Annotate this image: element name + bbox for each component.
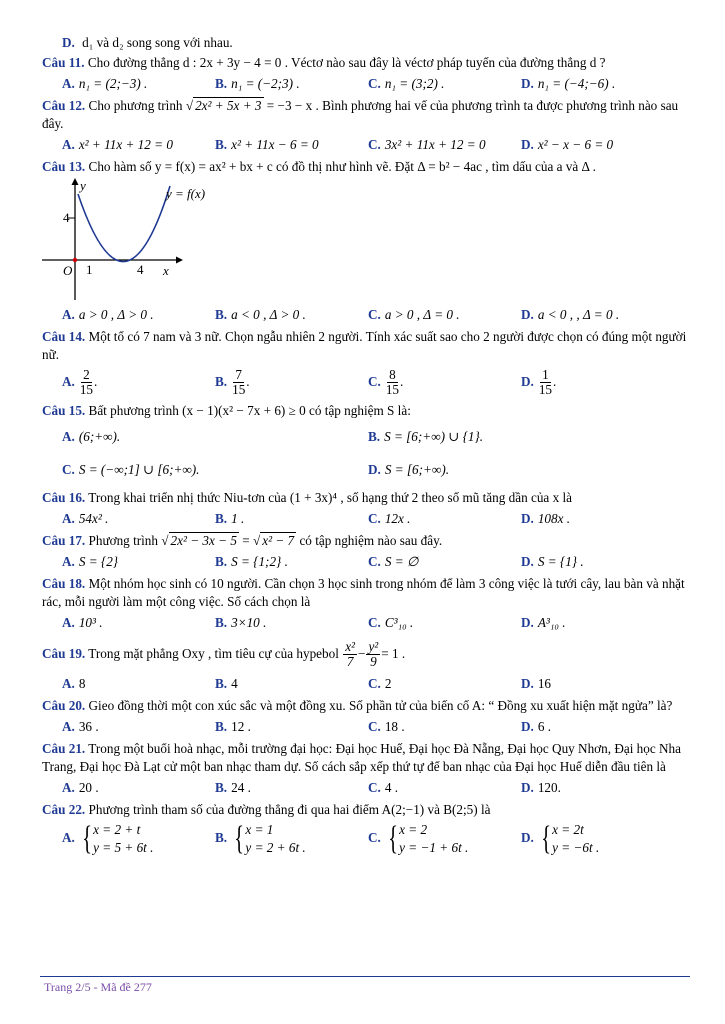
option-c[interactable] (348, 509, 501, 529)
minus-sign: − (358, 646, 366, 661)
option-label: D. (521, 137, 534, 152)
option-d[interactable] (501, 509, 654, 529)
option-text: a < 0 , , Δ = 0 . (537, 307, 620, 322)
equation-system (79, 821, 154, 857)
sqrt-sign: √ (161, 533, 169, 548)
option-label: A. (62, 137, 75, 152)
option-a[interactable] (42, 674, 195, 694)
question-text-before: Phương trình (88, 533, 158, 548)
option-label: B. (215, 307, 228, 322)
option-label: C. (62, 462, 75, 477)
y-axis-arrow (72, 178, 79, 185)
option-c[interactable] (348, 674, 501, 694)
equation-row: y = 2 + 6t . (245, 840, 306, 855)
option-label: D. (521, 554, 534, 569)
question-text: Phương trình tham số của đường thẳng đi qua hai điểm A(2;−1) và B(2;5) là (88, 802, 491, 817)
question-text: Trong khai triển nhị thức Niu-tơn của (1 + 3x)⁴ , số hạng thứ 2 theo số mũ tăng dần của x là (88, 490, 572, 505)
option-label: A. (62, 830, 75, 846)
options-19 (42, 674, 690, 694)
question-12 (42, 97, 690, 133)
option-a[interactable] (42, 74, 195, 94)
option-a[interactable] (42, 552, 195, 572)
radicand-right: x² − 7 (262, 533, 295, 548)
left-brace: { (388, 820, 398, 857)
numerator: 7 (235, 367, 242, 383)
question-16 (42, 489, 690, 507)
numerator: y² (368, 639, 379, 655)
option-d[interactable] (501, 821, 654, 857)
equation-system (231, 821, 306, 857)
option-label: D. (521, 374, 534, 389)
option-d[interactable] (501, 135, 654, 155)
question-number: Câu 21. (42, 741, 86, 756)
options-20 (42, 717, 690, 737)
option-text: 54x² . (78, 511, 109, 526)
option-text: 16 (537, 676, 552, 691)
option-text: A³₁₀ . (537, 615, 566, 630)
y-axis-label: y (80, 178, 86, 193)
equation-system (385, 821, 469, 857)
question-number: Câu 16. (42, 490, 86, 505)
equation-row: x = 1 (245, 822, 274, 837)
option-label: A. (62, 719, 75, 734)
x-tick-4: 4 (137, 262, 144, 277)
option-text: x² + 11x − 6 = 0 (231, 137, 319, 152)
equation-row: y = 5 + 6t . (93, 840, 154, 855)
question-text: Bất phương trình (x − 1)(x² − 7x + 6) ≥ 0 có tập nghiệm S là: (88, 403, 411, 418)
equation-row: y = −6t . (552, 840, 600, 855)
option-c[interactable] (42, 455, 348, 485)
footer-divider (40, 976, 690, 977)
option-label: B. (215, 780, 228, 795)
options-22 (42, 821, 690, 857)
option-label: C. (368, 554, 381, 569)
option-b[interactable] (195, 135, 348, 155)
numerator: x² (345, 639, 356, 655)
option-label: C. (368, 830, 381, 846)
option-text: n₁ = (−4;−6) . (537, 76, 616, 91)
question-number: Câu 11. (42, 55, 85, 70)
option-label: C. (368, 307, 381, 322)
equation-row: x = 2 (399, 822, 428, 837)
option-label: A. (62, 374, 75, 389)
option-label: B. (215, 615, 228, 630)
option-text: x² + 11x + 12 = 0 (78, 137, 173, 152)
option-text: a > 0 , Δ = 0 . (384, 307, 460, 322)
equation-system (538, 821, 599, 857)
question-14 (42, 328, 690, 364)
option-text: n₁ = (−2;3) . (231, 76, 300, 91)
fraction (386, 368, 399, 397)
y-tick-4: 4 (63, 210, 70, 225)
option-text: S = {2} (78, 554, 119, 569)
options-14 (42, 366, 690, 398)
option-a[interactable] (42, 135, 195, 155)
question-number: Câu 20. (42, 698, 86, 713)
option-text: 4 (231, 676, 238, 691)
option-text: 10³ . (78, 615, 103, 630)
denominator: 7 (346, 654, 354, 670)
option-c[interactable] (348, 552, 501, 572)
question-text: Gieo đồng thời một con xúc sắc và một đồng xu. Số phần tử của biến cố A: “ Đồng xu xuất hiện mặt ngửa” là? (88, 698, 673, 713)
option-b[interactable] (195, 778, 348, 798)
equals-sign: = (242, 533, 250, 548)
options-11 (42, 74, 690, 94)
question-13 (42, 158, 690, 176)
option-text: S = [6;+∞). (384, 462, 450, 477)
option-label: D. (521, 780, 534, 795)
option-text: x² − x − 6 = 0 (537, 137, 614, 152)
option-label: D. (521, 76, 534, 91)
options-21 (42, 778, 690, 798)
option-c[interactable] (348, 778, 501, 798)
option-text: 2 (384, 676, 392, 691)
fraction (539, 368, 552, 397)
question-text-after: có tập nghiệm nào sau đây. (299, 533, 443, 548)
denominator: 9 (370, 654, 377, 670)
question-number: Câu 17. (42, 533, 86, 548)
option-label: A. (62, 615, 75, 630)
option-label: B. (215, 374, 228, 389)
origin-point (73, 258, 77, 262)
question-21 (42, 740, 690, 776)
option-label: B. (215, 554, 228, 569)
question-15 (42, 402, 690, 420)
denominator: 15 (538, 382, 553, 398)
option-d[interactable] (501, 305, 654, 325)
option-text: 12 . (231, 719, 251, 734)
fx-label: y = f(x) (166, 186, 206, 201)
option-c[interactable]: C. $\frac{8}{15}$ . (368, 367, 404, 398)
option-text: S = (−∞;1] ∪ [6;+∞). (78, 462, 200, 477)
option-label: D. (521, 511, 534, 526)
option-text: 18 . (384, 719, 405, 734)
question-text: Một tổ có 7 nam và 3 nữ. Chọn ngẫu nhiên 2 người. Tính xác suất sao cho 2 người được chọn có đúng một người nữ. (42, 329, 687, 362)
option-label: C. (368, 676, 381, 691)
question-text: Cho hàm số y = f(x) = ax² + bx + c có đồ thị như hình vẽ. Đặt Δ = b² − 4ac , tìm dấu của a và Δ . (88, 159, 596, 174)
option-label: C. (368, 615, 381, 630)
question-text: Trong một buổi hoà nhạc, mỗi trường đại học: Đại học Huế, Đại học Đà Nẵng, Đại học Quy Nhơn, Đại học Nha Trang, Đại học Đà Lạt cử một ban nhạc tham dự. Số cách sắp xếp thứ tự để ban nhạc của Đại học Huế diễn đầu tiên là (42, 741, 681, 774)
option-label: D. (62, 35, 75, 50)
question-number: Câu 14. (42, 329, 86, 344)
option-label: A. (62, 554, 75, 569)
option-label: B. (215, 830, 228, 846)
option-b[interactable] (195, 674, 348, 694)
question-text-before: Cho phương trình (88, 98, 183, 113)
origin-label: O (63, 263, 73, 278)
option-a[interactable] (42, 717, 195, 737)
question-22 (42, 801, 690, 819)
option-b[interactable] (195, 613, 348, 633)
denominator: 15 (385, 382, 400, 398)
option-d[interactable] (501, 613, 654, 633)
option-d[interactable] (501, 674, 654, 694)
options-15-row2 (42, 455, 690, 485)
option-text: 120. (537, 780, 561, 795)
option-b[interactable]: B. $\frac{7}{15}$ . (215, 367, 250, 398)
option-label: C. (368, 511, 381, 526)
option-b[interactable] (195, 552, 348, 572)
option-b[interactable] (195, 821, 348, 857)
option-text: C³₁₀ . (384, 615, 414, 630)
numerator: 2 (83, 367, 90, 383)
option-text: S = {1} . (537, 554, 584, 569)
option-text: 3×10 . (231, 615, 267, 630)
x-axis-arrow (176, 257, 183, 264)
sqrt-sign: √ (185, 98, 194, 113)
options-15-row1 (42, 422, 690, 452)
option-label: A. (62, 76, 75, 91)
option-label: A. (62, 676, 75, 691)
option-text: S = ∅ (384, 554, 419, 569)
option-label: D. (521, 615, 534, 630)
option-label: A. (62, 780, 75, 795)
options-18 (42, 613, 690, 633)
option-b[interactable] (195, 305, 348, 325)
question-11 (42, 54, 690, 72)
left-brace: { (82, 820, 92, 857)
option-label: D. (521, 676, 534, 691)
option-c[interactable] (348, 74, 501, 94)
option-text: (6;+∞). (78, 429, 121, 444)
option-text: 24 . (231, 780, 251, 795)
question-text-before: Trong mặt phẳng Oxy , tìm tiêu cự của hypebol (88, 646, 339, 661)
fraction-y (366, 640, 380, 669)
option-text: 8 (78, 676, 86, 691)
options-12 (42, 135, 690, 155)
option-text: 1 . (231, 511, 245, 526)
question-number: Câu 22. (42, 802, 86, 817)
option-a[interactable] (42, 305, 195, 325)
option-label: D. (521, 719, 534, 734)
option-c[interactable] (348, 305, 501, 325)
exam-page (42, 34, 690, 860)
option-text: 36 . (78, 719, 99, 734)
option-a[interactable] (42, 613, 195, 633)
question-number: Câu 15. (42, 403, 86, 418)
equation-row: y = −1 + 6t . (399, 840, 469, 855)
option-text: n₁ = (2;−3) . (78, 76, 148, 91)
option-text: 20 . (78, 780, 99, 795)
option-label: C. (368, 719, 381, 734)
option-d[interactable] (501, 778, 654, 798)
option-label: A. (62, 429, 75, 444)
radicand-left: 2x² − 3x − 5 (170, 533, 237, 548)
options-16 (42, 509, 690, 529)
option-a[interactable]: A. $\frac{2}{15}$ . (62, 367, 98, 398)
option-b[interactable] (195, 509, 348, 529)
question-17 (42, 532, 690, 550)
option-a[interactable] (42, 422, 348, 452)
left-brace: { (234, 820, 245, 857)
x-tick-1: 1 (86, 262, 93, 277)
option-a[interactable] (42, 821, 195, 857)
option-label: B. (215, 511, 228, 526)
option-text: S = {1;2} . (231, 554, 288, 569)
option-label: B. (215, 76, 228, 91)
option-label: B. (215, 137, 228, 152)
option-text: 12x . (384, 511, 411, 526)
option-text: 108x . (537, 511, 571, 526)
fraction (232, 368, 245, 397)
option-label: C. (368, 76, 381, 91)
radicand: 2x² + 5x + 3 (195, 98, 262, 113)
option-label: D. (521, 307, 534, 322)
fraction (80, 368, 93, 397)
parabola-graph (42, 178, 242, 304)
question-20 (42, 697, 690, 715)
option-label: A. (62, 307, 75, 322)
option-text: n₁ = (3;2) . (384, 76, 445, 91)
option-text: 4 . (384, 780, 399, 795)
option-c[interactable] (348, 717, 501, 737)
option-b[interactable] (195, 74, 348, 94)
option-text: 3x² + 11x + 12 = 0 (384, 137, 486, 152)
fraction-x (343, 640, 357, 669)
option-text: S = [6;+∞) ∪ {1}. (384, 429, 484, 444)
option-a[interactable] (42, 509, 195, 529)
equation-row: x = 2 + t (93, 822, 141, 837)
parabola-curve (78, 186, 170, 262)
question-19 (42, 636, 690, 672)
option-label: C. (368, 780, 381, 795)
option-a[interactable] (42, 778, 195, 798)
option-label: C. (368, 137, 381, 152)
option-text: 6 . (537, 719, 552, 734)
question-text-after: = −3 − x . Bình phương hai vế của phương trình ta được phương trình nào sau đây. (42, 98, 679, 131)
question-number: Câu 18. (42, 576, 86, 591)
left-brace: { (541, 820, 551, 857)
question-text: Cho đường thẳng d : 2x + 3y − 4 = 0 . Véctơ nào sau đây là véctơ pháp tuyến của đường thẳng d ? (87, 55, 606, 70)
option-c[interactable] (348, 135, 501, 155)
option-d[interactable] (501, 552, 654, 572)
option-label: D. (521, 830, 534, 846)
option-text: d₁ và d₂ song song với nhau. (82, 35, 233, 50)
option-d[interactable] (348, 455, 654, 485)
option-b[interactable] (195, 717, 348, 737)
options-17 (42, 552, 690, 572)
top-option (42, 34, 690, 52)
option-text: a < 0 , Δ > 0 . (231, 307, 306, 322)
question-18 (42, 575, 690, 611)
question-number: Câu 12. (42, 98, 86, 113)
option-label: B. (368, 429, 381, 444)
question-number: Câu 13. (42, 159, 86, 174)
option-label: C. (368, 374, 381, 389)
option-d[interactable]: D. $\frac{1}{15}$ . (521, 367, 557, 398)
option-b[interactable] (348, 422, 654, 452)
question-number: Câu 19. (42, 646, 86, 661)
option-label: B. (215, 676, 228, 691)
x-axis-label: x (163, 263, 169, 278)
option-d[interactable] (501, 74, 654, 94)
denominator: 15 (79, 382, 94, 398)
option-c[interactable] (348, 821, 501, 857)
equation-row: x = 2t (552, 822, 584, 837)
option-label: B. (215, 719, 228, 734)
option-label: A. (62, 511, 75, 526)
page-footer: Trang 2/5 - Mã đề 277 (44, 980, 152, 994)
options-13 (42, 305, 690, 325)
numerator: 8 (389, 367, 396, 383)
sqrt-sign: √ (253, 533, 261, 548)
option-text: a > 0 , Δ > 0 . (78, 307, 154, 322)
numerator: 1 (542, 367, 549, 383)
denominator: 15 (232, 382, 246, 398)
option-c[interactable] (348, 613, 501, 633)
option-label: D. (368, 462, 381, 477)
option-d[interactable] (501, 717, 654, 737)
question-text: Một nhóm học sinh có 10 người. Cần chọn 3 học sinh trong nhóm để làm 3 công việc là tưới cây, lau bàn và nhặt rác, mỗi người làm một công việc. Số cách chọn là (42, 576, 685, 609)
equation-tail: = 1 . (381, 646, 406, 661)
